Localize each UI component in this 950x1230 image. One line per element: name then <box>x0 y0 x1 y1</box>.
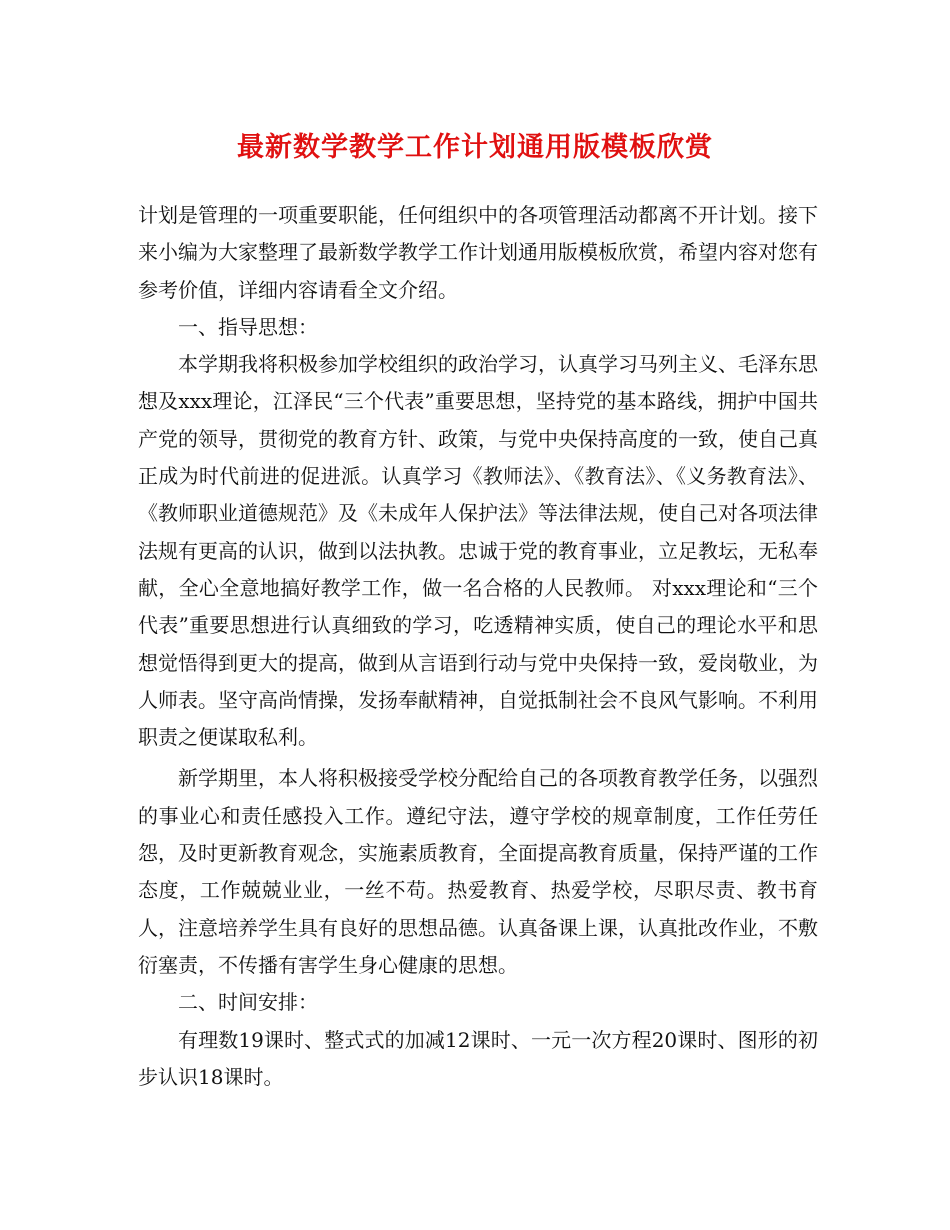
section-heading-schedule: 二、时间安排： <box>178 990 318 1015</box>
document-body <box>138 197 818 1096</box>
new-semester-paragraph: 新学期里，本人将积极接受学校分配给自己的各项教育教学任务，以强烈的事业心和责任感投入工作。遵纪守法，遵守学校的规章制度，工作任劳任怨，及时更新教育观念，实施素质教育，全面提高教育质量，保持严谨的工作态度，工作兢兢业业，一丝不苟。热爱教育、热爱学校，尽职尽责、教书育人，注意培养学生具有良好的思想品德。认真备课上课，认真批改作业，不敷衍塞责，不传播有害学生身心健康的思想。 <box>138 766 818 977</box>
schedule-paragraph: 有理数19课时、整式式的加减12课时、一元一次方程20课时、图形的初步认识18课时。 <box>138 1027 818 1089</box>
section-heading-guiding-ideology: 一、指导思想： <box>178 314 318 339</box>
guiding-ideology-paragraph: 本学期我将积极参加学校组织的政治学习，认真学习马列主义、毛泽东思想及xxx理论，江泽民“三个代表”重要思想，坚持党的基本路线，拥护中国共产党的领导，贯彻党的教育方针、政策，与党中央保持高度的一致，使自己真正成为时代前进的促进派。认真学习《教师法》、《教育法》、《义务教育法》、《教师职业道德规范》及《未成年人保护法》等法律法规，使自己对各项法律法规有更高的认识，做到以法执教。忠诚于党的教育事业，立足教坛，无私奉献，全心全意地搞好教学工作，做一名合格的人民教师。 对xxx理论和“三个代表”重要思想进行认真细致的学习，吃透精神实质，使自己的理论水平和思想觉悟得到更大的提高，做到从言语到行动与党中央保持一致，爱岗敬业，为人师表。坚守高尚情操，发扬奉献精神，自觉抵制社会不良风气影响。不利用职责之便谋取私利。 <box>138 352 818 750</box>
document-title: 最新数学教学工作计划通用版模板欣赏 <box>237 132 713 163</box>
intro-paragraph: 计划是管理的一项重要职能，任何组织中的各项管理活动都离不开计划。接下来小编为大家整理了最新数学教学工作计划通用版模板欣赏，希望内容对您有参考价值，详细内容请看全文介绍。 <box>138 203 818 302</box>
